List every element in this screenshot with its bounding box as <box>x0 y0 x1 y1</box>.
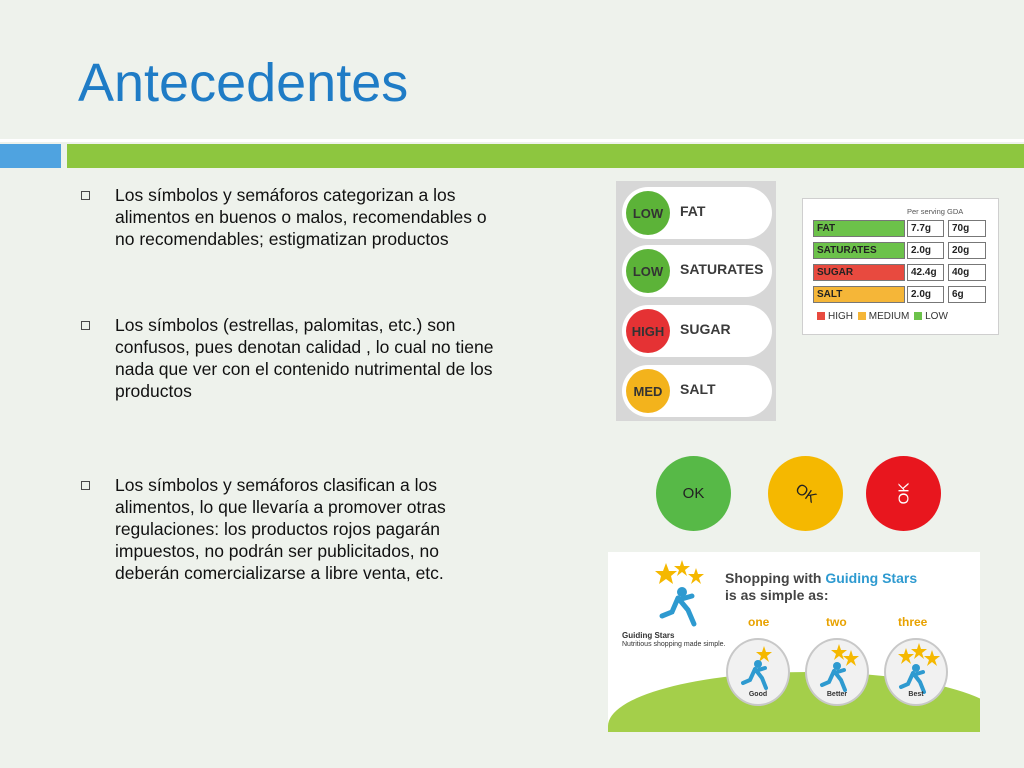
accent-bar-blue <box>0 144 61 168</box>
traffic-light-label-image <box>616 181 776 421</box>
badge-caption: Better <box>826 691 848 698</box>
ok-circle-green <box>656 456 731 531</box>
legend-label: LOW <box>925 311 948 322</box>
bullet-square-icon <box>81 321 90 330</box>
gda-nutrient: SATURATES <box>813 242 905 259</box>
gda-table-image <box>802 198 999 335</box>
level-number: one <box>748 615 770 629</box>
legend-label: HIGH <box>828 311 853 322</box>
ok-circle-yellow <box>768 456 843 531</box>
badge-caption: Good <box>748 691 768 698</box>
level-number: two <box>826 615 847 629</box>
traffic-row-fat <box>622 187 772 239</box>
bullet-square-icon <box>81 191 90 200</box>
badge-caption: Best <box>908 691 924 698</box>
ok-text: OK <box>682 485 705 502</box>
guiding-stars-heading <box>725 570 917 604</box>
gda-serving: 42.4g <box>907 264 944 281</box>
brand-name: Guiding Stars <box>622 631 675 640</box>
gda-value: 6g <box>948 286 986 303</box>
gda-value: 40g <box>948 264 986 281</box>
level-circle: LOW <box>626 191 670 235</box>
bullet-text: Los símbolos y semáforos categorizan a los alimentos en buenos o malos, recomendables o no recomendables; estigmatizan productos <box>115 185 487 249</box>
gda-serving: 7.7g <box>907 220 944 237</box>
bullet-text: Los símbolos (estrellas, palomitas, etc.) son confusos, pues denotan calidad , lo cual no tiene nada que ver con el contenido nutrimental de los productos <box>115 315 494 401</box>
legend-swatch-low <box>914 312 922 320</box>
level-circle: HIGH <box>626 309 670 353</box>
guiding-stars-logo-icon <box>648 560 708 630</box>
traffic-row-saturates <box>622 245 772 297</box>
gda-value: 70g <box>948 220 986 237</box>
ok-text: OK <box>895 482 912 505</box>
gda-legend <box>815 311 948 322</box>
gda-nutrient: SALT <box>813 286 905 303</box>
gda-header: Per serving GDA <box>907 207 964 216</box>
level-circle: MED <box>626 369 670 413</box>
gda-row <box>813 264 988 281</box>
heading-suffix: is as simple as: <box>725 587 829 603</box>
bullet-text: Los símbolos y semáforos clasifican a los alimentos, lo que llevaría a promover otras regulaciones: los productos rojos pagarán impuestos, no podrán ser publicitados, no deberán comercializarse a libre venta, etc. <box>115 475 446 583</box>
ok-circle-red <box>866 456 941 531</box>
bullet-item <box>78 184 498 250</box>
legend-swatch-high <box>817 312 825 320</box>
gda-serving: 2.0g <box>907 242 944 259</box>
gda-nutrient: SUGAR <box>813 264 905 281</box>
bullet-item <box>78 474 498 584</box>
traffic-row-sugar <box>622 305 772 357</box>
badge-two-stars <box>805 638 869 706</box>
gda-nutrient: FAT <box>813 220 905 237</box>
gda-row <box>813 242 988 259</box>
ok-text: OK <box>791 480 820 507</box>
accent-bar-green <box>67 144 1024 168</box>
traffic-row-salt <box>622 365 772 417</box>
slide-title: Antecedentes <box>78 53 409 113</box>
bullet-square-icon <box>81 481 90 490</box>
guiding-stars-image <box>608 552 980 732</box>
nutrient-label: SUGAR <box>680 321 731 337</box>
nutrient-label: SALT <box>680 381 716 397</box>
badge-three-stars <box>884 638 948 706</box>
gda-row <box>813 286 988 303</box>
gda-row <box>813 220 988 237</box>
gda-serving: 2.0g <box>907 286 944 303</box>
nutrient-label: SATURATES <box>680 261 764 277</box>
level-number: three <box>898 615 928 629</box>
divider-line <box>0 139 1024 142</box>
heading-brand: Guiding Stars <box>825 570 918 586</box>
bullet-item <box>78 314 498 402</box>
guiding-stars-brand <box>622 632 726 649</box>
heading-prefix: Shopping with <box>725 570 826 586</box>
brand-tagline: Nutritious shopping made simple. <box>622 641 726 648</box>
badge-one-star <box>726 638 790 706</box>
level-circle: LOW <box>626 249 670 293</box>
gda-value: 20g <box>948 242 986 259</box>
nutrient-label: FAT <box>680 203 706 219</box>
legend-swatch-medium <box>858 312 866 320</box>
legend-label: MEDIUM <box>868 311 910 322</box>
